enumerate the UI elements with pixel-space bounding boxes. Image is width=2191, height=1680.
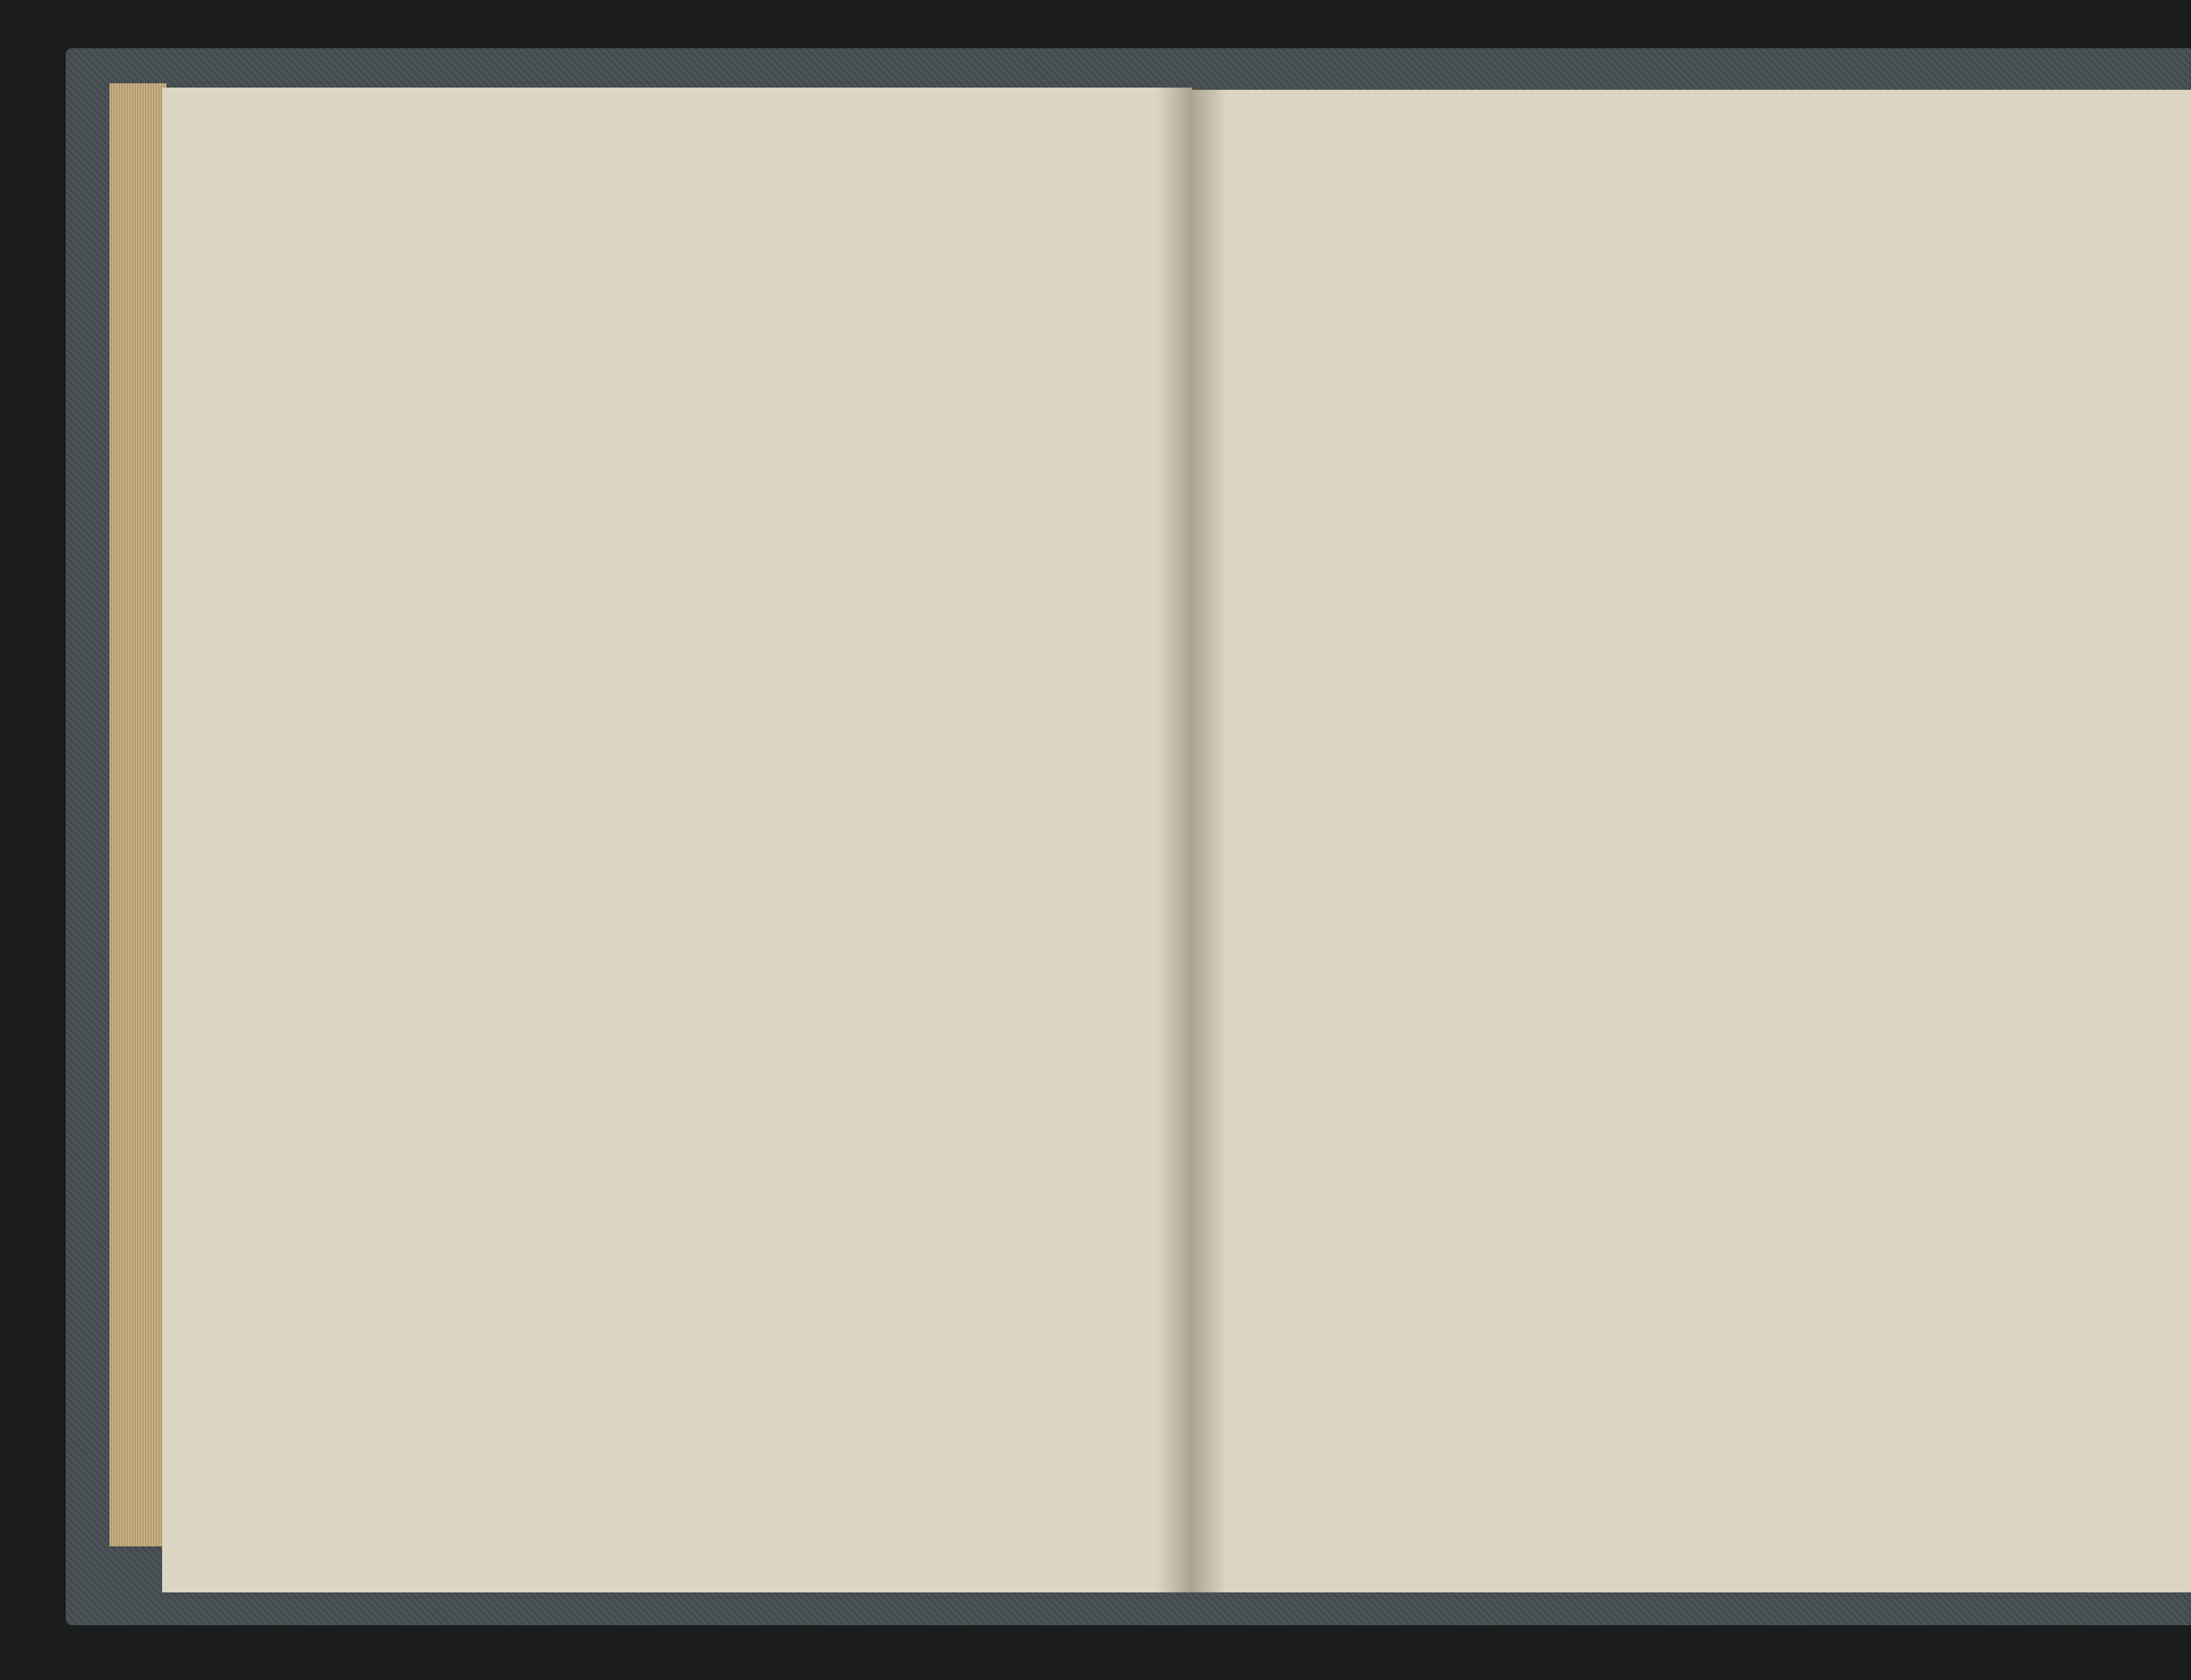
book-gutter (1157, 88, 1227, 1592)
left-page (162, 88, 1192, 1592)
page-block-left (110, 83, 167, 1546)
right-page (1192, 90, 2191, 1592)
